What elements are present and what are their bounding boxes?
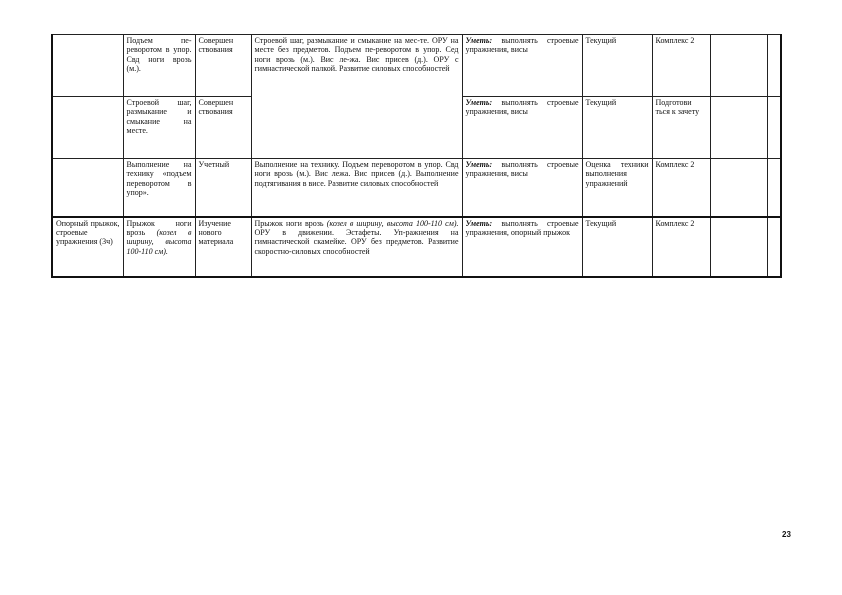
requirements-label: Уметь: [465,218,493,228]
empty-cell [767,97,781,159]
content-cell [251,217,462,277]
empty-cell [710,159,767,217]
requirements-text: выполнять строевые упражнения, висы [465,98,579,117]
empty-cell [710,97,767,159]
homework-cell: Комплекс 2 [652,35,710,97]
section-cell [52,159,123,217]
empty-cell [767,159,781,217]
empty-cell [710,35,767,97]
requirements-cell [462,97,582,159]
control-cell: Текущий [582,35,652,97]
requirements-label: Уметь: [465,98,493,107]
lesson-type-cell: Совершен ствования [195,97,251,159]
empty-cell [710,217,767,277]
lesson-type-cell: Изучение нового материала [195,217,251,277]
content-italic: (козел в ширину, высота 100-110 см). [326,218,459,228]
section-cell: Опорный прыжок, строевые упражнения (3ч) [52,217,123,277]
requirements-cell [462,35,582,97]
content-cell: Строевой шаг, размыкание и смыкание на мес-те. ОРУ на месте без предметов. Подъем пе-реворотом в упор. Сед ноги врозь (м.). Вис ле-жа. Вис присев (д.). ОРУ с гимнастической палкой. Развитие силовых способностей [251,35,462,159]
content-main: Прыжок ноги врозь [254,218,324,228]
topic-main: Прыжок ноги врозь [126,218,192,237]
topic-cell: Выполнение на технику «подъем переворотом в упор». [123,159,195,217]
topic-cell [123,217,195,277]
lesson-plan-table [51,34,782,278]
table-row [52,35,781,97]
requirements-label: Уметь: [465,36,493,45]
control-cell: Текущий [582,97,652,159]
section-cell [52,35,123,97]
empty-cell [767,35,781,97]
table-row [52,217,781,277]
requirements-text: выполнять строевые упражнения, висы [465,36,579,55]
requirements-text: выполнять строевые упражнения, опорный прыжок [465,218,579,237]
requirements-text: выполнять строевые упражнения, висы [465,160,579,179]
topic-italic: (козел в ширину, высота 100-110 см). [126,227,192,256]
page-number: 23 [782,530,791,539]
requirements-cell [462,159,582,217]
requirements-cell [462,217,582,277]
homework-cell: Комплекс 2 [652,217,710,277]
requirements-label: Уметь: [465,160,493,169]
empty-cell [767,217,781,277]
content-cell: Выполнение на технику. Подъем переворотом в упор. Свд ноги врозь (м.). Вис лежа. Вис присев (д.). Выполнение подтягивания в висе. Развитие силовых способностей [251,159,462,217]
section-cell [52,97,123,159]
table-row [52,159,781,217]
topic-cell: Подъем пе-реворотом в упор. Свд ноги врозь (м.). [123,35,195,97]
content-rest: ОРУ в движении. Эстафеты. Уп-ражнения на гимнастической скамейке. ОРУ без предметов. Развитие скоростно-силовых способностей [254,227,459,256]
control-cell: Оценка техники выполнения упражнений [582,159,652,217]
lesson-type-cell: Совершен ствования [195,35,251,97]
homework-cell: Подготови ться к зачету [652,97,710,159]
control-cell: Текущий [582,217,652,277]
lesson-type-cell: Учетный [195,159,251,217]
topic-cell: Строевой шаг, размыкание и смыкание на месте. [123,97,195,159]
homework-cell: Комплекс 2 [652,159,710,217]
